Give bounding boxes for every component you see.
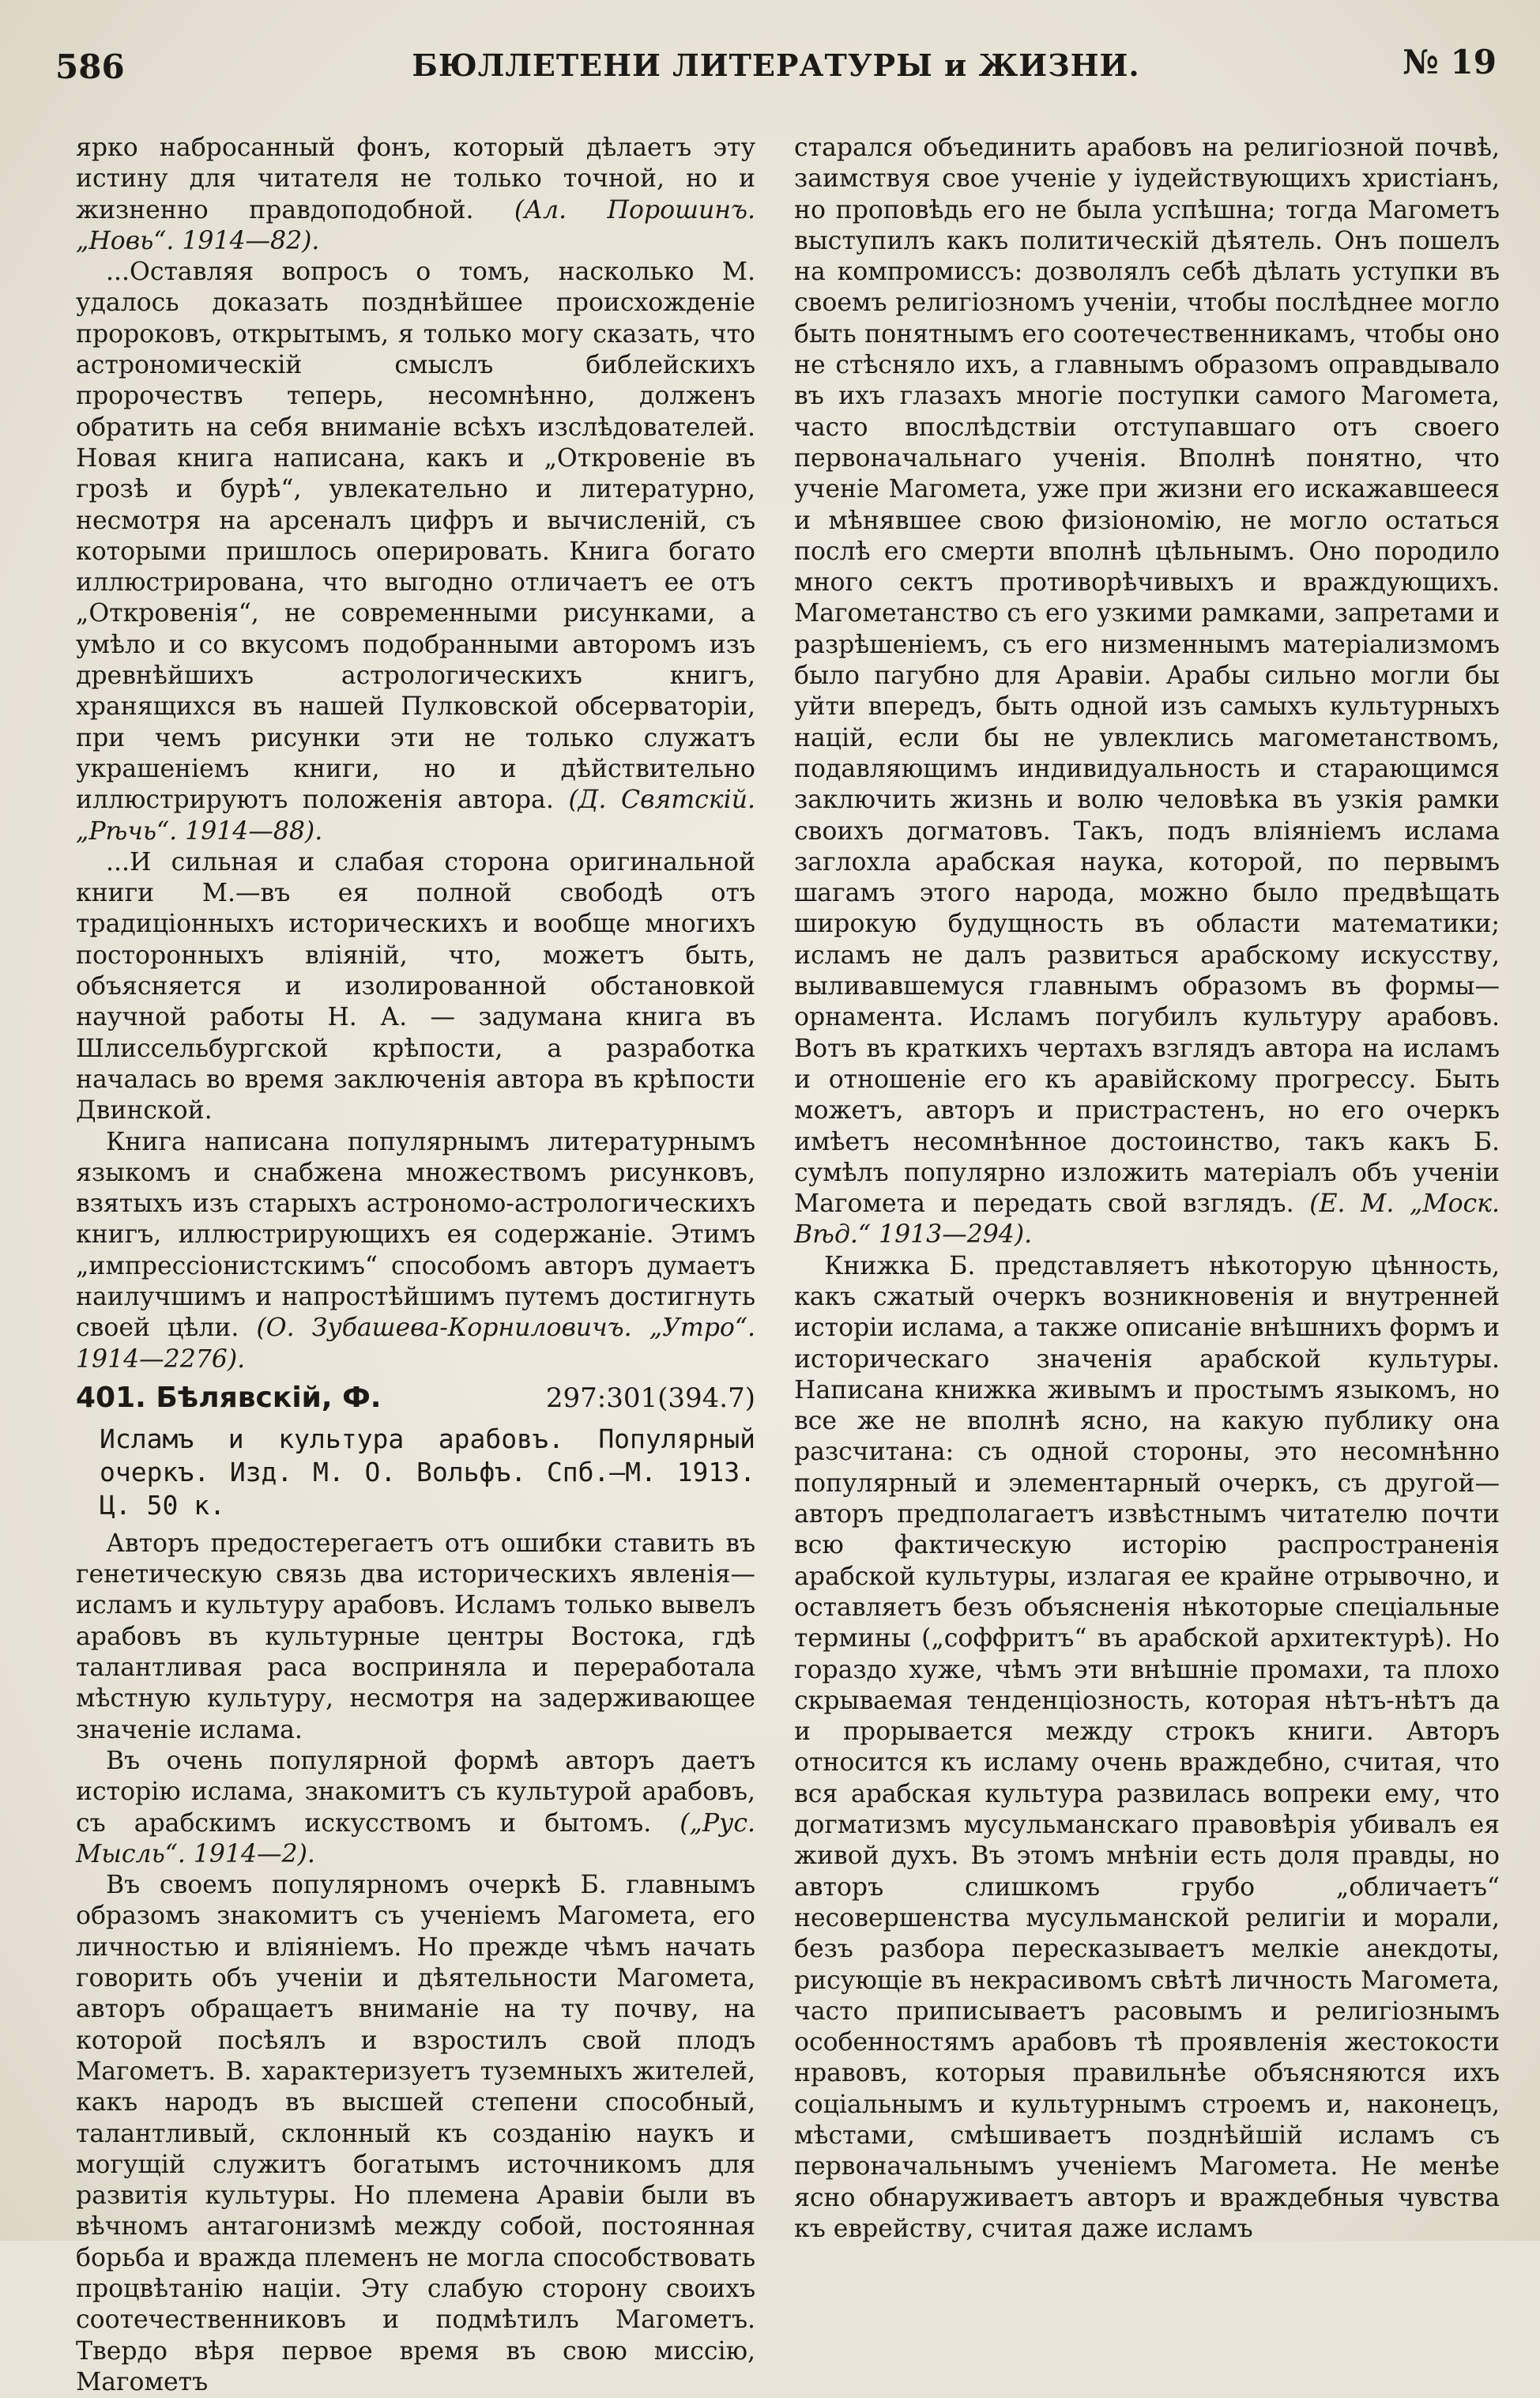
review-paragraph: ...И сильная и слабая сторона оригинальной книги М.—въ ея полной свободѣ отъ традиціонныхъ историческихъ и вообще многихъ посторонныхъ вліяній, что, можетъ быть, объясняется и изолированной обстановкой научной работы Н. А. — задумана книга въ Шлиссельбургской крѣпости, а разработка началась во время заключенія автора въ крѣпости Двинской. [76,847,755,1125]
review-source: (О. Зубашева-Корниловичъ. „Утро“. 1914—2276). [76,1314,755,1374]
running-title: БЮЛЛЕТЕНИ ЛИТЕРАТУРЫ и ЖИЗНИ. [412,47,1140,83]
review-source: („Рус. Мысль“. 1914—2). [76,1808,755,1868]
review-paragraph: старался объединить арабовъ на религіозной почвѣ, заимствуя свое ученіе у іудействующихъ христіанъ, но проповѣдь его не была успѣшна; тогда Магометъ выступилъ какъ политическій дѣятель. Онъ пошелъ на компромиссъ: дозволялъ себѣ дѣлать уступки въ своемъ религіозномъ ученіи, чтобы послѣднее могло быть понятнымъ его соотечественникамъ, чтобы оно не стѣсняло ихъ, а главнымъ образомъ оправдывало въ ихъ глазахъ многіе поступки самого Магомета, часто впослѣдствіи отступавшаго отъ своего первоначальнаго ученія. Вполнѣ понятно, что ученіе Магомета, уже при жизни его искажавшееся и мѣнявшее свою физіономію, не могло остаться послѣ его смерти вполнѣ цѣльнымъ. Оно породило много сектъ противорѣчивыхъ и враждующихъ. Магометанство съ его узкими рамками, запретами и разрѣшеніемъ, съ его низменнымъ матеріализмомъ было пагубно для Аравіи. Арабы сильно могли бы уйти впередъ, быть одной изъ самыхъ культурныхъ націй, если бы не увлеклись магометанствомъ, подавляющимъ индивидуальность и старающимся заключить жизнь и волю человѣка въ узкія рамки своихъ догматовъ. Такъ, подъ вліяніемъ ислама заглохла арабская наука, которой, по первымъ шагамъ этого народа, можно было предвѣщать широкую будущность въ области математики; исламъ не далъ развиться арабскому искусству, выливавшемуся главнымъ образомъ въ формы—орнамента. Исламъ погубилъ культуру арабовъ. Вотъ въ краткихъ чертахъ взглядъ автора на исламъ и отношеніе его къ аравійскому прогрессу. Быть можетъ, авторъ и пристрастенъ, но его очеркъ имѣетъ несомнѣнное достоинство, такъ какъ Б. сумѣлъ популярно изложить матеріалъ объ ученіи Магомета и передать свой взглядъ. (Е. М. „Моск. Вѣд.“ 1913—294). [794,134,1500,1250]
review-source: (Ал. Порошинъ. „Новь“. 1914—82). [76,195,755,255]
review-paragraph: ...Оставляя вопросъ о томъ, насколько М. удалось доказать позднѣйшее происхожденіе пророковъ, открытымъ, я только могу сказать, что астрономическій смыслъ библейскихъ пророчествъ теперь, несомнѣнно, долженъ обратить на себя вниманіе всѣхъ изслѣдователей. Новая книга написана, какъ и „Откровеніе въ грозѣ и бурѣ“, увлекательно и литературно, несмотря на арсеналъ цифръ и вычисленій, съ которыми пришлось оперировать. Книга богато иллюстрирована, что выгодно отличаетъ ее отъ „Откровенія“, не современными рисунками, а умѣло и со вкусомъ подобранными авторомъ изъ древнѣйшихъ астрологическихъ книгъ, хранящихся въ нашей Пулковской обсерваторіи, при чемъ рисунки эти не только служатъ украшеніемъ книги, но и дѣйствительно иллюстрируютъ положенія автора. (Д. Святскій. „Рѣчь“. 1914—88). [76,258,755,846]
page-header [55,38,1497,93]
right-column [794,133,1500,2245]
issue-number: № 19 [1403,43,1497,81]
review-source: (Е. М. „Моск. Вѣд.“ 1913—294). [794,1190,1500,1250]
classification-code: 297:301(394.7) [545,1382,755,1414]
review-paragraph: Въ своемъ популярномъ очеркѣ Б. главнымъ образомъ знакомитъ съ ученіемъ Магомета, его личностью и вліяніемъ. Но прежде чѣмъ начать говорить объ ученіи и дѣятельности Магомета, авторъ обращаетъ вниманіе на ту почву, на которой посѣялъ и взростилъ свой плодъ Магометъ. В. характеризуетъ туземныхъ жителей, какъ народъ въ высшей степени способный, талантливый, склонный къ созданію наукъ и могущій служитъ богатымъ источникомъ для развитія культуры. Но племена Аравіи были въ вѣчномъ антагонизмѣ между собой, постоянная борьба и вражда племенъ не могла способствовать процвѣтанію націи. Эту слабую сторону своихъ соотечественниковъ и подмѣтилъ Магометъ. Твердо вѣря первое время въ свою миссію, Магометъ [76,1871,755,2396]
review-paragraph: Въ очень популярной формѣ авторъ даетъ исторію ислама, знакомитъ съ культурой арабовъ, съ арабскимъ искусствомъ и бытомъ. („Рус. Мысль“. 1914—2). [76,1746,755,1868]
book-title: Исламъ и культура арабовъ. Популярный очеркъ. Изд. М. О. Вольфъ. Спб.—М. 1913. Ц. 50 к. [100,1423,755,1521]
entry-author: 401. Бѣлявскій, Ф. [76,1381,382,1414]
review-paragraph: Авторъ предостерегаетъ отъ ошибки ставить въ генетическую связь два историческихъ явленія—исламъ и культуру арабовъ. Исламъ только вывелъ арабовъ въ культурные центры Востока, гдѣ талантливая раса восприняла и переработала мѣстную культуру, несмотря на задерживающее значеніе ислама. [76,1529,755,1744]
page-number: 586 [55,47,125,86]
left-column [76,133,755,2398]
review-paragraph: Книга написана популярнымъ литературнымъ языкомъ и снабжена множествомъ рисунковъ, взятыхъ изъ старыхъ астрономо-астрологическихъ книгъ, иллюстрирующихъ ея содержаніе. Этимъ „импрессіонистскимъ“ способомъ авторъ думаетъ наилучшимъ и напростѣйшимъ путемъ достигнуть своей цѣли. (О. Зубашева-Корниловичъ. „Утро“. 1914—2276). [76,1127,755,1374]
review-source: (Д. Святскій. „Рѣчь“. 1914—88). [76,786,755,846]
bibliography-entry-heading [76,1380,755,1416]
review-paragraph: Книжка Б. представляетъ нѣкоторую цѣнность, какъ сжатый очеркъ возникновенія и внутренней исторіи ислама, а также описаніе внѣшнихъ формъ и историческаго значенія арабской культуры. Написана книжка живымъ и простымъ языкомъ, но все же не вполнѣ ясно, на какую публику она разсчитана: съ одной стороны, это несомнѣнно популярный и элементарный очеркъ, съ другой—авторъ предполагаетъ извѣстнымъ читателю почти всю фактическую исторію распространенія арабской культуры, излагая ее крайне отрывочно, и оставляетъ безъ объясненія нѣкоторые спеціальные термины („соффритъ“ въ арабской архитектурѣ). Но гораздо хуже, чѣмъ эти внѣшніе промахи, та плохо скрываемая тенденціозность, которая нѣтъ-нѣтъ да и прорывается между строкъ книги. Авторъ относится къ исламу очень враждебно, считая, что вся арабская культура развилась вопреки ему, что догматизмъ мусульманскаго правовѣрія убивалъ ея живой духъ. Въ этомъ мнѣніи есть доля правды, но авторъ слишкомъ грубо „обличаетъ“ несовершенства мусульманской религіи и морали, безъ разбора пересказываетъ мелкіе анекдоты, рисующіе въ некрасивомъ свѣтѣ личность Магомета, часто приписываетъ расовымъ и религіознымъ особенностямъ арабовъ тѣ проявленія жестокости нравовъ, которыя правильнѣе объясняются ихъ соціальнымъ и культурнымъ строемъ и, наконецъ, мѣстами, смѣшиваетъ позднѣйшій исламъ съ первоначальнымъ ученіемъ Магомета. Не менѣе ясно обнаруживаетъ авторъ и враждебныя чувства къ еврейству, считая даже исламъ [794,1251,1500,2243]
review-paragraph: ярко набросанный фонъ, который дѣлаетъ эту истину для читателя не только точной, но и жизненно правдоподобной. (Ал. Порошинъ. „Новь“. 1914—82). [76,134,755,255]
